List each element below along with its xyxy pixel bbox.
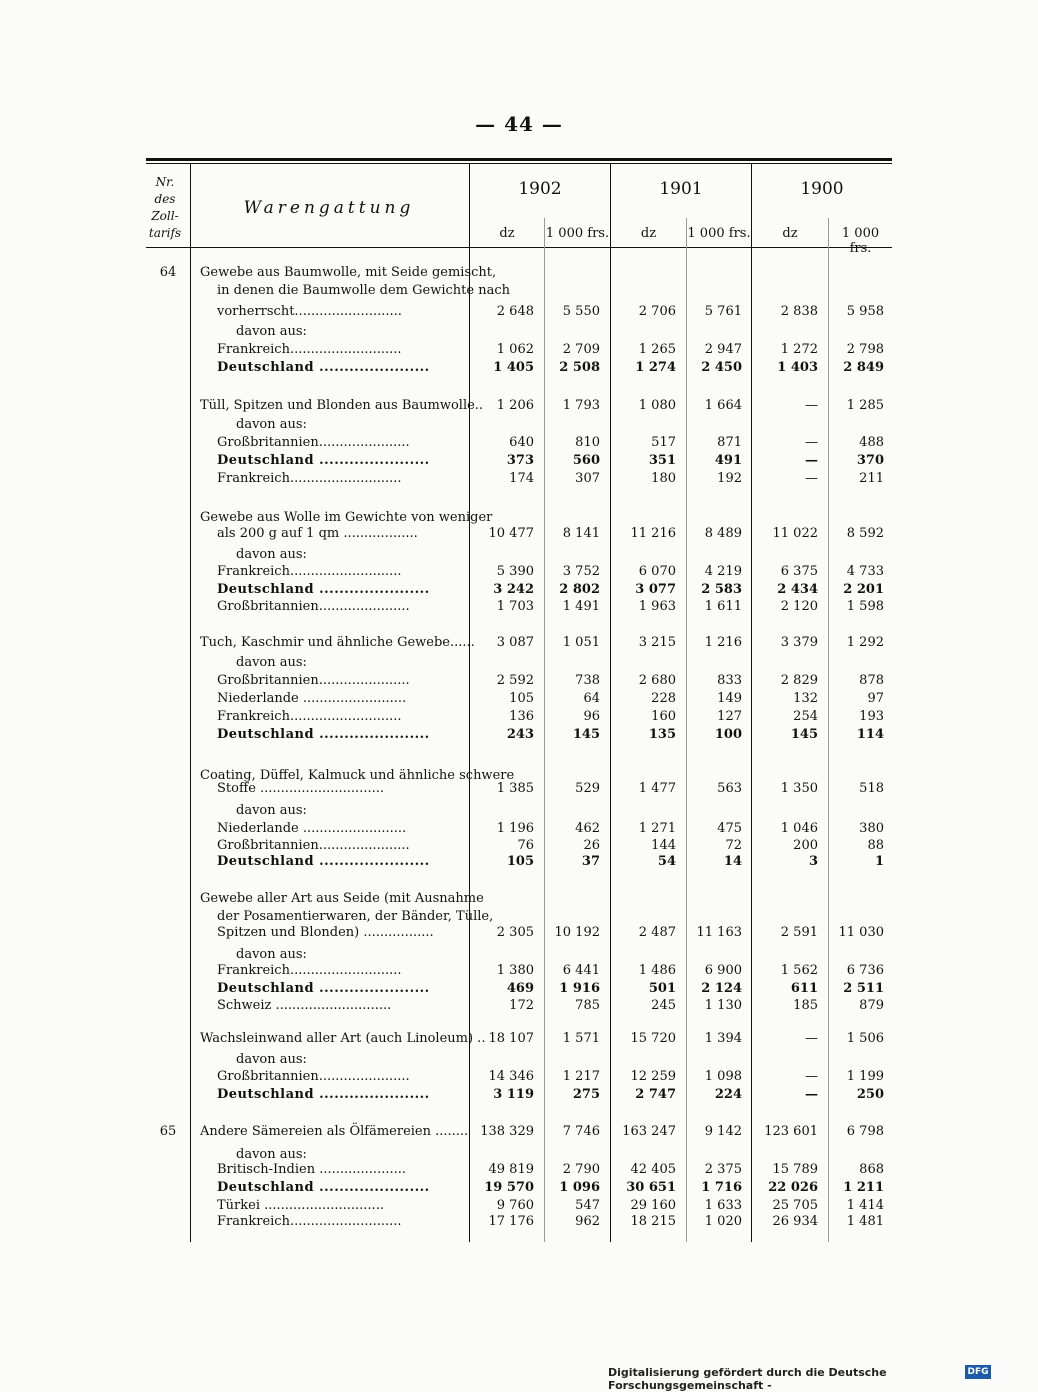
row-label: Spitzen und Blonden) ................. xyxy=(217,925,434,940)
table-row xyxy=(0,924,1000,942)
cell-frs-1900: 1 598 xyxy=(846,599,884,614)
row-label: Tüll, Spitzen und Blonden aus Baumwolle.. xyxy=(200,398,484,413)
cell-frs-1900: 370 xyxy=(856,453,884,468)
table-row xyxy=(0,581,1000,599)
cell-frs-1901: 833 xyxy=(717,673,742,688)
cell-frs-1901: 2 947 xyxy=(704,342,742,357)
row-label: Großbritannien...................... xyxy=(217,1069,410,1084)
row-label: Niederlande ......................... xyxy=(217,691,407,706)
cell-frs-1902: 2 790 xyxy=(562,1162,600,1177)
table-row xyxy=(0,690,1000,708)
cell-dz-1902: 3 242 xyxy=(493,582,534,597)
row-label: Deutschland ...................... xyxy=(217,360,430,375)
cell-frs-1901: 1 020 xyxy=(704,1214,742,1229)
table-row xyxy=(0,980,1000,998)
cell-dz-1900: 6 375 xyxy=(780,564,818,579)
cell-dz-1901: 1 274 xyxy=(635,360,676,375)
cell-dz-1901: 1 271 xyxy=(638,821,676,836)
cell-dz-1901: 245 xyxy=(651,998,676,1013)
table-row xyxy=(0,264,1000,282)
cell-frs-1901: 563 xyxy=(717,781,742,796)
row-label: als 200 g auf 1 qm .................. xyxy=(217,526,418,541)
cell-frs-1902: 1 051 xyxy=(562,635,600,650)
row-label: Deutschland ...................... xyxy=(217,453,430,468)
cell-frs-1902: 7 746 xyxy=(562,1124,600,1139)
cell-dz-1902: 1 062 xyxy=(496,342,534,357)
cell-dz-1902: 138 329 xyxy=(480,1124,534,1139)
cell-frs-1901: 6 900 xyxy=(704,963,742,978)
row-label: in denen die Baumwolle dem Gewichte nach xyxy=(217,283,510,298)
cell-dz-1901: 1 963 xyxy=(638,599,676,614)
cell-dz-1901: 517 xyxy=(651,435,676,450)
cell-dz-1900: 26 934 xyxy=(772,1214,818,1229)
cell-frs-1902: 275 xyxy=(572,1087,600,1102)
header-warengattung: Warengattung xyxy=(243,198,415,218)
cell-dz-1902: 3 087 xyxy=(496,635,534,650)
cell-frs-1900: 868 xyxy=(859,1162,884,1177)
cell-frs-1900: 1 285 xyxy=(846,398,884,413)
header-unit-dz-1900: dz xyxy=(782,226,798,241)
cell-dz-1902: 172 xyxy=(509,998,534,1013)
cell-frs-1900: 1 481 xyxy=(846,1214,884,1229)
row-label: davon aus: xyxy=(236,417,307,432)
cell-dz-1901: 1 486 xyxy=(638,963,676,978)
row-label: der Posamentierwaren, der Bänder, Tülle, xyxy=(217,909,494,924)
table-row xyxy=(0,708,1000,726)
table-row xyxy=(0,890,1000,908)
header-unit-frs-1901: 1 000 frs. xyxy=(687,226,751,241)
cell-dz-1900: 22 026 xyxy=(768,1180,818,1195)
cell-dz-1900: 1 403 xyxy=(777,360,818,375)
cell-frs-1900: 878 xyxy=(859,673,884,688)
cell-dz-1900: 1 046 xyxy=(780,821,818,836)
cell-frs-1901: 72 xyxy=(725,838,742,853)
cell-dz-1902: 469 xyxy=(506,981,534,996)
cell-dz-1901: 6 070 xyxy=(638,564,676,579)
cell-dz-1902: 5 390 xyxy=(496,564,534,579)
row-label: Coating, Düffel, Kalmuck und ähnliche schwere xyxy=(200,768,515,783)
cell-frs-1901: 1 216 xyxy=(704,635,742,650)
cell-frs-1901: 1 394 xyxy=(704,1031,742,1046)
cell-dz-1900: 25 705 xyxy=(772,1198,818,1213)
table-row xyxy=(0,1086,1000,1104)
table-row xyxy=(0,282,1000,300)
cell-frs-1900: 8 592 xyxy=(846,526,884,541)
cell-dz-1900: — xyxy=(805,435,818,450)
cell-dz-1900: 123 601 xyxy=(764,1124,818,1139)
row-label: Deutschland ...................... xyxy=(217,1087,430,1102)
cell-frs-1902: 1 916 xyxy=(559,981,600,996)
cell-frs-1901: 491 xyxy=(714,453,742,468)
row-label: davon aus: xyxy=(236,803,307,818)
cell-dz-1902: 2 592 xyxy=(496,673,534,688)
row-tariff-number: 65 xyxy=(159,1124,177,1139)
row-label: Niederlande ......................... xyxy=(217,821,407,836)
row-label: Andere Sämereien als Ölfämereien ........ xyxy=(200,1124,469,1139)
cell-dz-1901: 2 487 xyxy=(638,925,676,940)
cell-frs-1902: 37 xyxy=(581,854,600,869)
header-year-1902: 1902 xyxy=(518,179,562,199)
cell-frs-1901: 871 xyxy=(717,435,742,450)
cell-dz-1902: 19 570 xyxy=(484,1180,534,1195)
cell-frs-1902: 2 508 xyxy=(559,360,600,375)
header-unit-dz-1901: dz xyxy=(640,226,657,241)
header-year-1901: 1901 xyxy=(659,179,703,199)
row-tariff-number: 64 xyxy=(159,265,177,280)
cell-frs-1900: 5 958 xyxy=(846,304,884,319)
cell-dz-1900: — xyxy=(805,1031,818,1046)
table-row xyxy=(0,470,1000,488)
cell-frs-1901: 2 450 xyxy=(701,360,742,375)
row-label: Deutschland ...................... xyxy=(217,727,430,742)
cell-dz-1900: 2 591 xyxy=(780,925,818,940)
cell-frs-1902: 64 xyxy=(583,691,600,706)
cell-frs-1900: 1 199 xyxy=(846,1069,884,1084)
cell-frs-1902: 96 xyxy=(583,709,600,724)
cell-frs-1902: 1 096 xyxy=(559,1180,600,1195)
table-row xyxy=(0,1068,1000,1086)
cell-dz-1902: 14 346 xyxy=(488,1069,534,1084)
row-label: davon aus: xyxy=(236,655,307,670)
cell-frs-1900: 1 506 xyxy=(846,1031,884,1046)
table-row xyxy=(0,303,1000,321)
cell-dz-1901: 3 077 xyxy=(635,582,676,597)
cell-dz-1901: 501 xyxy=(648,981,676,996)
cell-frs-1901: 14 xyxy=(723,854,742,869)
cell-frs-1901: 224 xyxy=(714,1087,742,1102)
table-row xyxy=(0,997,1000,1015)
cell-frs-1901: 127 xyxy=(717,709,742,724)
cell-dz-1900: 132 xyxy=(793,691,818,706)
cell-dz-1902: 136 xyxy=(509,709,534,724)
cell-dz-1901: 180 xyxy=(651,471,676,486)
row-label: Gewebe aus Baumwolle, mit Seide gemischt, xyxy=(200,265,497,280)
cell-dz-1902: 105 xyxy=(509,691,534,706)
row-label: Deutschland ...................... xyxy=(217,582,430,597)
cell-dz-1901: 351 xyxy=(648,453,676,468)
cell-dz-1901: 2 747 xyxy=(635,1087,676,1102)
cell-dz-1902: 243 xyxy=(506,727,534,742)
dfg-logo: DFG xyxy=(965,1365,991,1379)
cell-dz-1900: 185 xyxy=(793,998,818,1013)
cell-dz-1902: 1 196 xyxy=(496,821,534,836)
cell-dz-1900: 200 xyxy=(793,838,818,853)
header-nr-line: des xyxy=(154,192,176,206)
cell-frs-1901: 2 124 xyxy=(701,981,742,996)
table-row xyxy=(0,546,1000,564)
cell-dz-1901: 15 720 xyxy=(630,1031,676,1046)
cell-frs-1902: 738 xyxy=(575,673,600,688)
table-row xyxy=(0,1161,1000,1179)
row-label: davon aus: xyxy=(236,1147,307,1162)
cell-frs-1902: 1 793 xyxy=(562,398,600,413)
row-label: Stoffe .............................. xyxy=(217,781,384,796)
cell-dz-1901: 11 216 xyxy=(630,526,676,541)
cell-frs-1901: 4 219 xyxy=(704,564,742,579)
cell-frs-1902: 560 xyxy=(572,453,600,468)
table-row xyxy=(0,359,1000,377)
cell-frs-1902: 8 141 xyxy=(562,526,600,541)
row-label: Großbritannien...................... xyxy=(217,838,410,853)
row-label: Britisch-Indien ..................... xyxy=(217,1162,406,1177)
table-row xyxy=(0,1213,1000,1231)
cell-frs-1900: 6 798 xyxy=(846,1124,884,1139)
table-row xyxy=(0,452,1000,470)
cell-frs-1900: 518 xyxy=(859,781,884,796)
table-row xyxy=(0,820,1000,838)
cell-frs-1901: 5 761 xyxy=(704,304,742,319)
cell-dz-1902: 3 119 xyxy=(493,1087,534,1102)
page-number: — 44 — xyxy=(475,112,563,136)
cell-dz-1901: 228 xyxy=(651,691,676,706)
cell-dz-1902: 1 206 xyxy=(496,398,534,413)
cell-dz-1901: 30 651 xyxy=(626,1180,676,1195)
cell-dz-1901: 1 265 xyxy=(638,342,676,357)
table-row xyxy=(0,323,1000,341)
row-label: vorherrscht.......................... xyxy=(217,304,402,319)
cell-frs-1901: 9 142 xyxy=(704,1124,742,1139)
cell-dz-1901: 135 xyxy=(648,727,676,742)
table-row xyxy=(0,634,1000,652)
cell-dz-1902: 373 xyxy=(506,453,534,468)
cell-frs-1900: 114 xyxy=(856,727,884,742)
row-label: Frankreich........................... xyxy=(217,1214,402,1229)
cell-frs-1901: 1 664 xyxy=(704,398,742,413)
table-row xyxy=(0,1030,1000,1048)
cell-dz-1901: 163 247 xyxy=(622,1124,676,1139)
cell-frs-1900: 1 292 xyxy=(846,635,884,650)
cell-frs-1901: 8 489 xyxy=(704,526,742,541)
cell-dz-1902: 76 xyxy=(517,838,534,853)
row-label: Frankreich........................... xyxy=(217,342,402,357)
cell-frs-1901: 192 xyxy=(717,471,742,486)
cell-frs-1902: 547 xyxy=(575,1198,600,1213)
cell-frs-1900: 488 xyxy=(859,435,884,450)
cell-frs-1902: 2 709 xyxy=(562,342,600,357)
cell-frs-1901: 1 611 xyxy=(704,599,742,614)
cell-dz-1901: 160 xyxy=(651,709,676,724)
cell-frs-1900: 380 xyxy=(859,821,884,836)
cell-dz-1902: 10 477 xyxy=(488,526,534,541)
cell-dz-1900: 11 022 xyxy=(772,526,818,541)
cell-frs-1900: 1 xyxy=(874,854,884,869)
cell-dz-1900: 3 xyxy=(808,854,818,869)
row-label: Deutschland ...................... xyxy=(217,1180,430,1195)
cell-frs-1902: 5 550 xyxy=(562,304,600,319)
row-label: Frankreich........................... xyxy=(217,963,402,978)
cell-dz-1900: — xyxy=(805,1069,818,1084)
table-row xyxy=(0,1179,1000,1197)
row-label: davon aus: xyxy=(236,947,307,962)
cell-dz-1902: 9 760 xyxy=(496,1198,534,1213)
cell-frs-1900: 88 xyxy=(867,838,884,853)
cell-frs-1900: 211 xyxy=(859,471,884,486)
cell-dz-1900: 15 789 xyxy=(772,1162,818,1177)
cell-frs-1902: 810 xyxy=(575,435,600,450)
cell-dz-1900: 2 434 xyxy=(777,582,818,597)
cell-dz-1902: 1 385 xyxy=(496,781,534,796)
row-label: Gewebe aus Wolle im Gewichte von weniger xyxy=(200,510,493,525)
header-unit-frs-1900: 1 000 frs. xyxy=(841,226,880,256)
cell-frs-1900: 2 201 xyxy=(843,582,884,597)
cell-dz-1901: 2 706 xyxy=(638,304,676,319)
table-row xyxy=(0,780,1000,798)
cell-frs-1902: 1 491 xyxy=(562,599,600,614)
table-row xyxy=(0,397,1000,415)
cell-frs-1901: 1 098 xyxy=(704,1069,742,1084)
table-row xyxy=(0,853,1000,871)
row-label: Deutschland ...................... xyxy=(217,981,430,996)
row-label: Tuch, Kaschmir und ähnliche Gewebe...... xyxy=(200,635,475,650)
row-label: Großbritannien...................... xyxy=(217,599,410,614)
cell-frs-1902: 10 192 xyxy=(554,925,600,940)
cell-dz-1900: 1 350 xyxy=(780,781,818,796)
cell-dz-1901: 1 080 xyxy=(638,398,676,413)
cell-dz-1900: — xyxy=(805,471,818,486)
cell-dz-1901: 3 215 xyxy=(638,635,676,650)
table-row xyxy=(0,1051,1000,1069)
header-year-1900: 1900 xyxy=(800,179,844,199)
cell-dz-1901: 1 477 xyxy=(638,781,676,796)
cell-dz-1901: 2 680 xyxy=(638,673,676,688)
cell-frs-1900: 97 xyxy=(867,691,884,706)
header-nr-line: Zoll- xyxy=(151,209,179,223)
cell-dz-1900: — xyxy=(805,1087,818,1102)
cell-dz-1901: 12 259 xyxy=(630,1069,676,1084)
table-row xyxy=(0,563,1000,581)
cell-frs-1902: 3 752 xyxy=(562,564,600,579)
table-row xyxy=(0,962,1000,980)
cell-dz-1900: — xyxy=(805,398,818,413)
table-row xyxy=(0,1123,1000,1141)
cell-dz-1901: 29 160 xyxy=(630,1198,676,1213)
row-label: davon aus: xyxy=(236,324,307,339)
cell-frs-1901: 2 375 xyxy=(704,1162,742,1177)
cell-frs-1902: 962 xyxy=(575,1214,600,1229)
cell-frs-1902: 1 571 xyxy=(562,1031,600,1046)
cell-frs-1901: 1 633 xyxy=(704,1198,742,1213)
cell-dz-1902: 640 xyxy=(509,435,534,450)
cell-frs-1901: 11 163 xyxy=(696,925,742,940)
cell-dz-1902: 1 703 xyxy=(496,599,534,614)
row-label: Wachsleinwand aller Art (auch Linoleum) .. xyxy=(200,1031,486,1046)
cell-frs-1902: 6 441 xyxy=(562,963,600,978)
row-label: Frankreich........................... xyxy=(217,709,402,724)
cell-frs-1900: 6 736 xyxy=(846,963,884,978)
row-label: Deutschland ...................... xyxy=(217,854,430,869)
cell-dz-1902: 2 305 xyxy=(496,925,534,940)
cell-dz-1900: 1 272 xyxy=(780,342,818,357)
cell-frs-1901: 100 xyxy=(714,727,742,742)
cell-frs-1900: 4 733 xyxy=(846,564,884,579)
row-label: Frankreich........................... xyxy=(217,471,402,486)
cell-dz-1902: 17 176 xyxy=(488,1214,534,1229)
row-label: Großbritannien...................... xyxy=(217,435,410,450)
cell-dz-1900: 2 838 xyxy=(780,304,818,319)
row-label: davon aus: xyxy=(236,547,307,562)
table-row xyxy=(0,654,1000,672)
cell-dz-1902: 1 380 xyxy=(496,963,534,978)
cell-dz-1901: 54 xyxy=(657,854,676,869)
cell-frs-1902: 26 xyxy=(583,838,600,853)
cell-frs-1900: 250 xyxy=(856,1087,884,1102)
cell-dz-1900: 145 xyxy=(790,727,818,742)
cell-dz-1900: 611 xyxy=(790,981,818,996)
row-label: Schweiz ............................ xyxy=(217,998,392,1013)
cell-frs-1901: 1 716 xyxy=(701,1180,742,1195)
table-row xyxy=(0,672,1000,690)
table-row xyxy=(0,341,1000,359)
cell-frs-1902: 307 xyxy=(575,471,600,486)
cell-dz-1902: 174 xyxy=(509,471,534,486)
cell-dz-1901: 42 405 xyxy=(630,1162,676,1177)
table-row xyxy=(0,416,1000,434)
cell-dz-1902: 1 405 xyxy=(493,360,534,375)
cell-frs-1900: 879 xyxy=(859,998,884,1013)
header-nr-line: Nr. xyxy=(155,175,175,189)
cell-frs-1900: 11 030 xyxy=(838,925,884,940)
cell-frs-1900: 2 849 xyxy=(843,360,884,375)
cell-frs-1900: 2 798 xyxy=(846,342,884,357)
cell-dz-1902: 2 648 xyxy=(496,304,534,319)
cell-dz-1900: 3 379 xyxy=(780,635,818,650)
table-row xyxy=(0,802,1000,820)
cell-dz-1900: 1 562 xyxy=(780,963,818,978)
row-label: Frankreich........................... xyxy=(217,564,402,579)
cell-dz-1902: 18 107 xyxy=(488,1031,534,1046)
header-unit-frs-1902: 1 000 frs. xyxy=(545,226,610,241)
cell-frs-1900: 193 xyxy=(859,709,884,724)
cell-dz-1900: 254 xyxy=(793,709,818,724)
cell-dz-1900: — xyxy=(805,453,818,468)
cell-frs-1902: 145 xyxy=(572,727,600,742)
cell-frs-1901: 475 xyxy=(717,821,742,836)
cell-frs-1902: 529 xyxy=(575,781,600,796)
row-label: Großbritannien...................... xyxy=(217,673,410,688)
cell-frs-1902: 462 xyxy=(575,821,600,836)
cell-dz-1902: 49 819 xyxy=(488,1162,534,1177)
cell-frs-1901: 1 130 xyxy=(704,998,742,1013)
cell-frs-1902: 2 802 xyxy=(559,582,600,597)
cell-dz-1901: 18 215 xyxy=(630,1214,676,1229)
header-nr-line: tarifs xyxy=(148,226,182,240)
header-unit-dz-1902: dz xyxy=(499,226,515,241)
cell-frs-1902: 785 xyxy=(575,998,600,1013)
cell-dz-1900: 2 120 xyxy=(780,599,818,614)
cell-dz-1900: 2 829 xyxy=(780,673,818,688)
row-label: davon aus: xyxy=(236,1052,307,1067)
footer-funding-note: Digitalisierung gefördert durch die Deutsche Forschungsgemeinschaft - xyxy=(608,1366,887,1392)
table-row xyxy=(0,525,1000,543)
cell-frs-1900: 1 211 xyxy=(843,1180,884,1195)
table-row xyxy=(0,598,1000,616)
table-row xyxy=(0,726,1000,744)
cell-frs-1901: 2 583 xyxy=(701,582,742,597)
cell-frs-1902: 1 217 xyxy=(562,1069,600,1084)
cell-dz-1901: 144 xyxy=(651,838,676,853)
cell-frs-1900: 1 414 xyxy=(846,1198,884,1213)
row-label: Türkei ............................. xyxy=(217,1198,384,1213)
cell-frs-1901: 149 xyxy=(717,691,742,706)
table-row xyxy=(0,434,1000,452)
cell-dz-1902: 105 xyxy=(506,854,534,869)
row-label: Gewebe aller Art aus Seide (mit Ausnahme xyxy=(200,891,484,906)
cell-frs-1900: 2 511 xyxy=(843,981,884,996)
